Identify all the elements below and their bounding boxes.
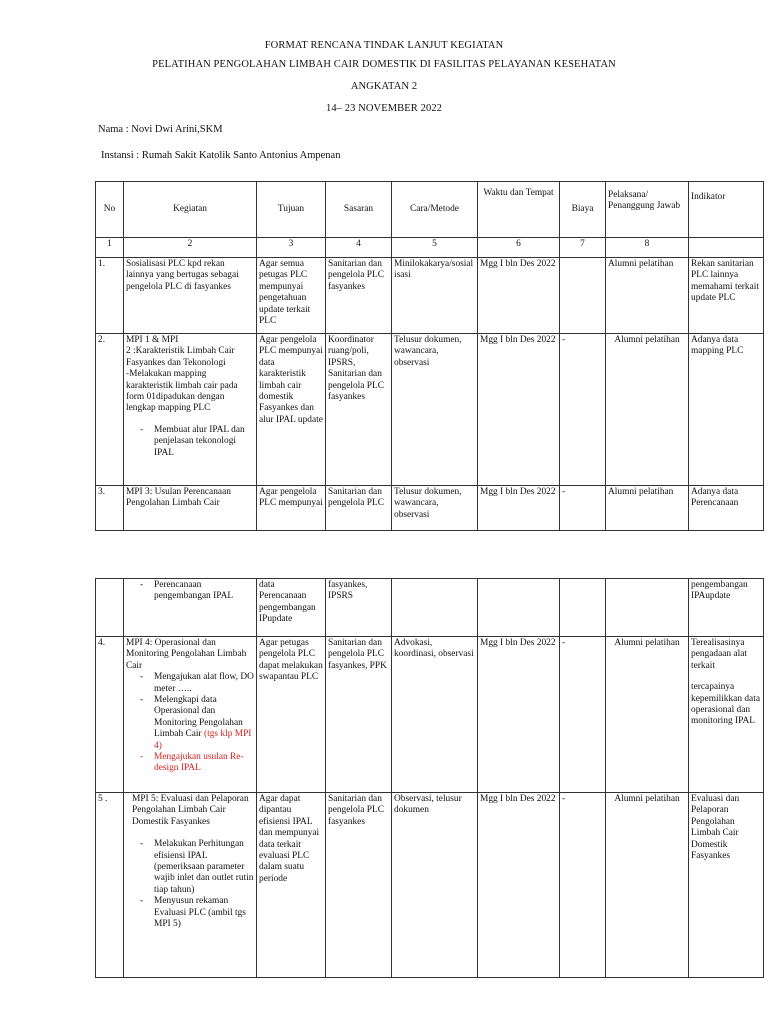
row-no: 3. bbox=[96, 486, 124, 531]
num-cell: 6 bbox=[478, 238, 560, 258]
kegiatan-bullet-red: - Mengajukan usulan Re-design IPAL bbox=[140, 752, 254, 775]
kegiatan-bullet: - Mengajukan alat flow, DO meter ….. bbox=[140, 672, 254, 695]
col-biaya: Biaya bbox=[560, 182, 606, 238]
row-indikator: pengembangan IPAupdate bbox=[689, 579, 764, 637]
row-pelaksana: Alumni pelatihan bbox=[606, 486, 689, 531]
meta-nama: Nama : Novi Dwi Arini,SKM bbox=[98, 124, 223, 135]
col-no: No bbox=[96, 182, 124, 238]
row-kegiatan: Sosialisasi PLC kpd rekan lainnya yang bertugas sebagai pengelola PLC di fasyankes bbox=[124, 258, 257, 334]
row-sasaran: Sanitarian dan pengelola PLC bbox=[326, 486, 392, 531]
col-pelaksana: Pelaksana/ Penanggung Jawab bbox=[606, 182, 689, 238]
row-waktu: Mgg I bln Des 2022 bbox=[478, 637, 560, 793]
kegiatan-bullet: - Perencanaan pengembangan IPAL bbox=[140, 580, 254, 603]
row-no: 5 . bbox=[96, 793, 124, 978]
kegiatan-bullet: - Menyusun rekaman Evaluasi PLC (ambil tgs MPI 5) bbox=[140, 896, 254, 930]
num-cell: 4 bbox=[326, 238, 392, 258]
row-tujuan: Agar dapat dipantau efisiensi IPAL dan mempunyai data terkait evaluasi PLC dalam suatu periode bbox=[257, 793, 326, 978]
col-metode: Cara/Metode bbox=[392, 182, 478, 238]
doc-subtitle: PELATIHAN PENGOLAHAN LIMBAH CAIR DOMESTIK DI FASILITAS PELAYANAN KESEHATAN bbox=[152, 59, 616, 70]
row-pelaksana: Alumni pelatihan bbox=[606, 793, 689, 978]
row-metode: Telusur dokumen, wawancara, observasi bbox=[392, 334, 478, 486]
row-metode: Observasi, telusur dokumen bbox=[392, 793, 478, 978]
kegiatan-line: 2 :Karakteristik Limbah Cair Fasyankes dan Tekonologi bbox=[126, 346, 235, 368]
kegiatan-bullet: - Membuat alur IPAL dan penjelasan tekonologi IPAL bbox=[140, 425, 254, 459]
row-sasaran: fasyankes, IPSRS bbox=[326, 579, 392, 637]
red-note: (tgs klp MPI 4) bbox=[154, 729, 252, 751]
row-kegiatan bbox=[124, 579, 257, 637]
row-no: 4. bbox=[96, 637, 124, 793]
row-sasaran: Sanitarian dan pengelola PLC fasyankes, PPK bbox=[326, 637, 392, 793]
kegiatan-line: MPI 1 & MPI bbox=[126, 335, 179, 345]
table-row bbox=[96, 579, 764, 637]
num-cell: 1 bbox=[96, 238, 124, 258]
row-no: 2. bbox=[96, 334, 124, 486]
row-sasaran: Sanitarian dan pengelola PLC fasyankes bbox=[326, 793, 392, 978]
num-cell: 7 bbox=[560, 238, 606, 258]
row-metode bbox=[392, 579, 478, 637]
row-tujuan: Agar pengelola PLC mempunyai data karakteristik limbah cair domestik Fasyankes dan alur IPAL update bbox=[257, 334, 326, 486]
table-row bbox=[96, 793, 764, 978]
col-tujuan: Tujuan bbox=[257, 182, 326, 238]
row-biaya bbox=[560, 258, 606, 334]
row-waktu bbox=[478, 579, 560, 637]
row-biaya: - bbox=[560, 637, 606, 793]
row-indikator: Adanya data mapping PLC bbox=[689, 334, 764, 486]
row-indikator: Adanya data Perencanaan bbox=[689, 486, 764, 531]
numbering-row bbox=[96, 238, 764, 258]
row-pelaksana: Alumni pelatihan bbox=[606, 258, 689, 334]
row-biaya: - bbox=[560, 486, 606, 531]
plan-table-page2 bbox=[95, 578, 764, 978]
row-tujuan: data Perencanaan pengembangan IPupdate bbox=[257, 579, 326, 637]
doc-title: FORMAT RENCANA TINDAK LANJUT KEGIATAN bbox=[264, 40, 504, 51]
row-biaya: - bbox=[560, 334, 606, 486]
row-sasaran: Sanitarian dan pengelola PLC fasyankes bbox=[326, 258, 392, 334]
row-indikator: Evaluasi dan Pelaporan Pengolahan Limbah Cair Domestik Fasyankes bbox=[689, 793, 764, 978]
table-row bbox=[96, 258, 764, 334]
row-sasaran: Koordinator ruang/poli, IPSRS, Sanitarian dan pengelola PLC fasyankes bbox=[326, 334, 392, 486]
row-kegiatan bbox=[124, 793, 257, 978]
kegiatan-title: MPI 5: Evaluasi dan Pelaporan Pengolahan Limbah Cair Domestik Fasyankes bbox=[132, 794, 249, 827]
kegiatan-line: -Melakukan mapping karakteristik limbah cair pada form 01dipadukan dengan lengkap mapping PLC bbox=[126, 369, 238, 414]
row-waktu: Mgg I bln Des 2022 bbox=[478, 334, 560, 486]
row-pelaksana: Alumni pelatihan bbox=[606, 637, 689, 793]
table-row bbox=[96, 637, 764, 793]
num-cell: 3 bbox=[257, 238, 326, 258]
doc-date: 14– 23 NOVEMBER 2022 bbox=[325, 103, 443, 114]
kegiatan-bullet: - Melakukan Perhitungan efisiensi IPAL (pemeriksaan parameter wajib inlet dan outlet rutin tiap tahun) bbox=[140, 839, 254, 896]
num-cell bbox=[689, 238, 764, 258]
row-waktu: Mgg I bln Des 2022 bbox=[478, 793, 560, 978]
row-pelaksana bbox=[606, 579, 689, 637]
num-cell: 2 bbox=[124, 238, 257, 258]
row-metode: Telusur dokumen, wawancara, observasi bbox=[392, 486, 478, 531]
table-row bbox=[96, 334, 764, 486]
row-metode: Minilokakarya/sosialisasi bbox=[392, 258, 478, 334]
meta-instansi: Instansi : Rumah Sakit Katolik Santo Antonius Ampenan bbox=[101, 150, 341, 161]
row-biaya bbox=[560, 579, 606, 637]
row-tujuan: Agar pengelola PLC mempunyai bbox=[257, 486, 326, 531]
row-kegiatan: MPI 3: Usulan Perencanaan Pengolahan Limbah Cair bbox=[124, 486, 257, 531]
row-kegiatan bbox=[124, 637, 257, 793]
num-cell: 8 bbox=[606, 238, 689, 258]
row-metode: Advokasi, koordinasi, observasi bbox=[392, 637, 478, 793]
kegiatan-bullet bbox=[140, 695, 254, 752]
row-biaya: - bbox=[560, 793, 606, 978]
bullet-text: Melengkapi data Operasional dan Monitoring Pengolahan Limbah Cair bbox=[154, 695, 243, 740]
row-indikator bbox=[689, 637, 764, 793]
row-pelaksana: Alumni pelatihan bbox=[606, 334, 689, 486]
header-row bbox=[96, 182, 764, 238]
row-no: 1. bbox=[96, 258, 124, 334]
kegiatan-title: MPI 4: Operasional dan Monitoring Pengolahan Limbah Cair bbox=[126, 638, 247, 671]
plan-table-page1 bbox=[95, 181, 764, 531]
table-row bbox=[96, 486, 764, 531]
col-waktu: Waktu dan Tempat bbox=[478, 182, 560, 238]
indikator-text: Terealisasinya pengadaan alat terkait bbox=[691, 638, 747, 671]
indikator-text: tercapainya kepemilikkan data operasional dan monitoring IPAL bbox=[691, 682, 760, 727]
doc-batch: ANGKATAN 2 bbox=[350, 81, 418, 92]
row-waktu: Mgg I bln Des 2022 bbox=[478, 258, 560, 334]
col-kegiatan: Kegiatan bbox=[124, 182, 257, 238]
row-tujuan: Agar semua petugas PLC mempunyai pengetahuan update terkait PLC bbox=[257, 258, 326, 334]
row-kegiatan bbox=[124, 334, 257, 486]
col-indikator: Indikator bbox=[689, 182, 764, 238]
row-indikator: Rekan sanitarian PLC lainnya memahami terkait update PLC bbox=[689, 258, 764, 334]
row-tujuan: Agar petugas pengelola PLC dapat melakukan swapantau PLC bbox=[257, 637, 326, 793]
row-waktu: Mgg I bln Des 2022 bbox=[478, 486, 560, 531]
col-sasaran: Sasaran bbox=[326, 182, 392, 238]
row-no bbox=[96, 579, 124, 637]
num-cell: 5 bbox=[392, 238, 478, 258]
